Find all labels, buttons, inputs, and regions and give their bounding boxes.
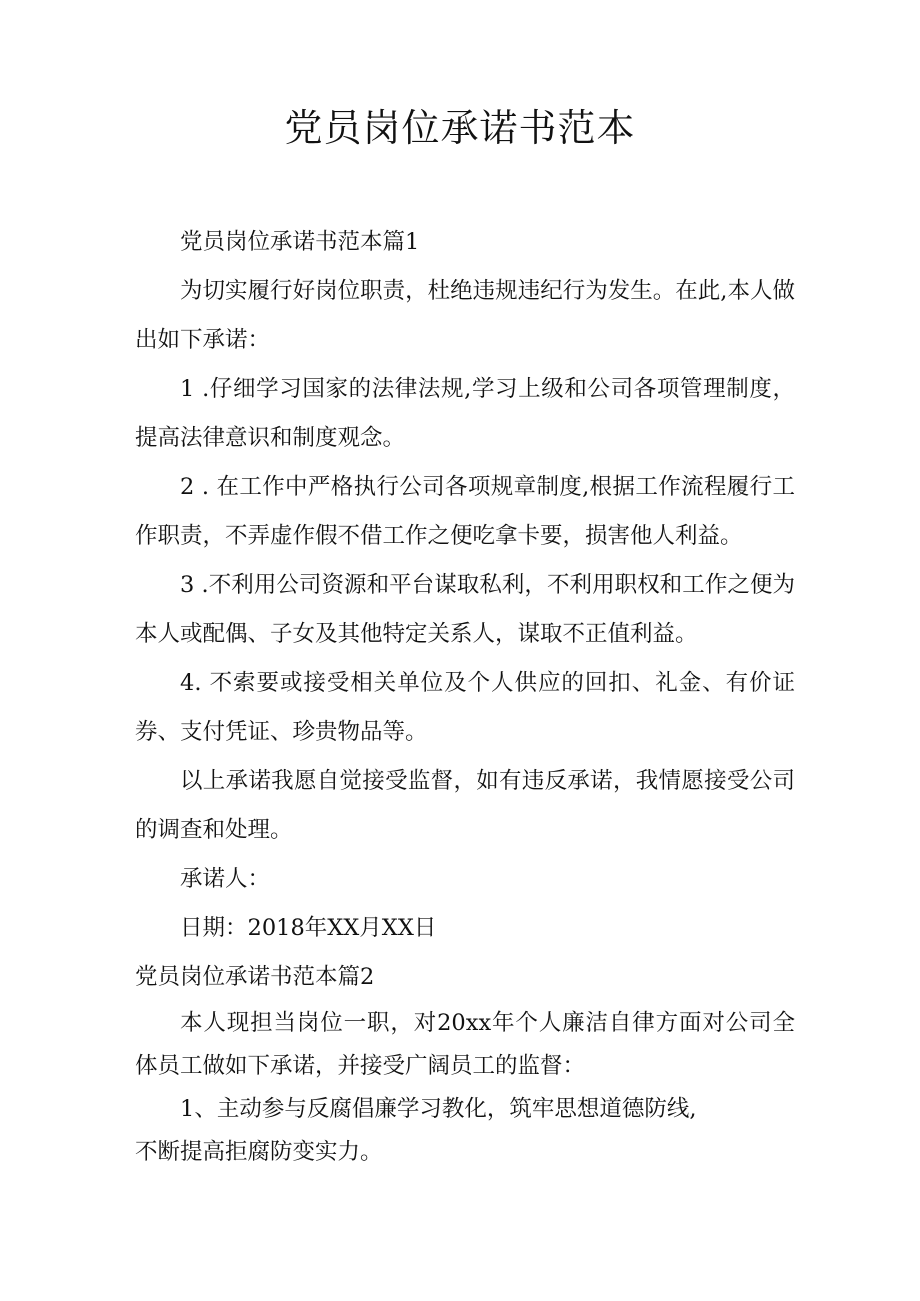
document-title: 党员岗位承诺书范本 — [284, 106, 636, 150]
paragraph-supervision: 以上承诺我愿自觉接受监督，如有违反承诺，我情愿接受公司的调查和处理。 — [135, 768, 795, 843]
paragraph-commitment-2: 2 . 在工作中严格执行公司各项规章制度,根据工作流程履行工作职责，不弄虚作假不借工作之便吃拿卡要，损害他人利益。 — [135, 474, 795, 549]
paragraph-commitment-2-1-cont: 不断提高拒腐防变实力。 — [135, 1139, 383, 1165]
date-line: 日期：2018年XX月XX日 — [180, 915, 437, 941]
paragraph-intro-2: 本人现担当岗位一职，对20xx年个人廉洁自律方面对公司全体员工做如下承诺，并接受广阔员工的监督： — [135, 1010, 795, 1079]
section-heading-2: 党员岗位承诺书范本篇2 — [135, 964, 375, 990]
paragraph-commitment-4: 4. 不索要或接受相关单位及个人供应的回扣、礼金、有价证券、支付凭证、珍贵物品等。 — [135, 670, 795, 745]
paragraph-commitment-2-1: 1、主动参与反腐倡廉学习教化，筑牢思想道德防线, — [180, 1096, 697, 1122]
paragraph-intro: 为切实履行好岗位职责，杜绝违规违纪行为发生。在此,本人做出如下承诺： — [135, 278, 795, 353]
paragraph-commitment-3: 3 .不利用公司资源和平台谋取私利，不利用职权和工作之便为本人或配偶、子女及其他特定关系人，谋取不正值利益。 — [135, 572, 795, 647]
document-body — [135, 218, 795, 1174]
paragraph-commitment-1: 1 .仔细学习国家的法律法规,学习上级和公司各项管理制度，提高法律意识和制度观念。 — [135, 376, 795, 451]
section-heading-1: 党员岗位承诺书范本篇1 — [180, 229, 420, 255]
signature-line: 承诺人： — [180, 866, 271, 892]
